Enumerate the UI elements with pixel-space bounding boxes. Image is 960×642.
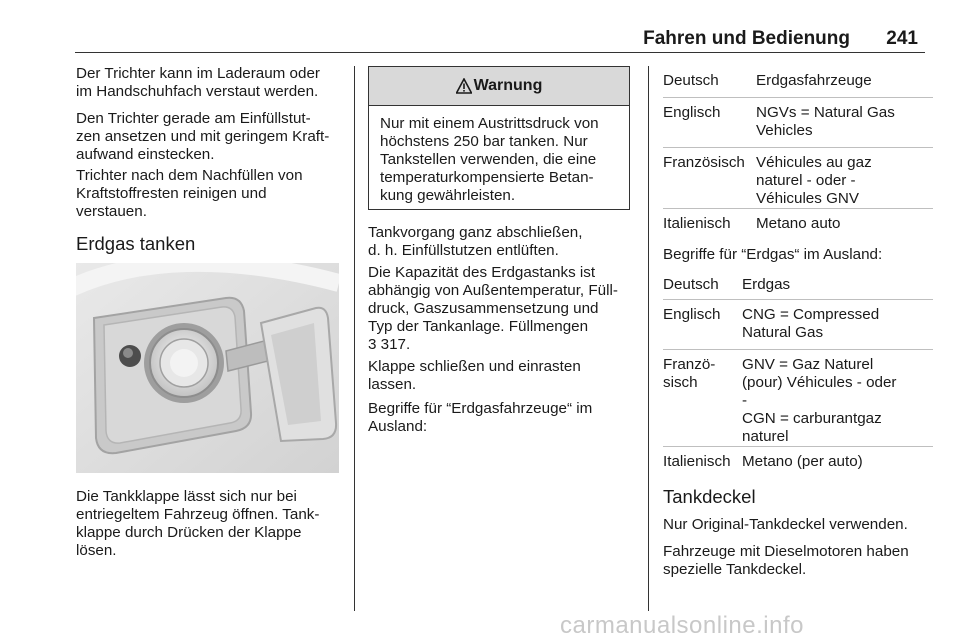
warning-title: Warnung xyxy=(473,77,543,94)
table-row xyxy=(663,447,933,477)
page-number: 241 xyxy=(886,28,918,49)
warning-text: Nur mit einem Austrittsdruck von höchstens 250 bar tanken. Nur Tankstellen verwenden, die eine temperaturkompensierte Betan- kung gewährleisten. xyxy=(380,115,599,204)
term-value: CNG = Compressed Natural Gas xyxy=(742,306,880,341)
term-language: Deutsch xyxy=(663,276,719,293)
warning-box xyxy=(368,66,630,210)
table-row xyxy=(663,148,933,209)
table-row xyxy=(663,300,933,350)
term-value: Véhicules au gaz naturel - oder - Véhicules GNV xyxy=(756,154,872,207)
term-language: Franzö- sisch xyxy=(663,356,716,391)
paragraph-fuel-flap-open: Die Tankklappe lässt sich nur bei entriegeltem Fahrzeug öffnen. Tank- klappe durch Drücken der Klappe lösen. xyxy=(76,488,320,559)
term-value: GNV = Gaz Naturel (pour) Véhicules - oder - CGN = carburantgaz naturel xyxy=(742,356,897,445)
terms-table-gas xyxy=(663,270,933,477)
term-language: Italienisch xyxy=(663,453,731,470)
term-value: NGVs = Natural Gas Vehicles xyxy=(756,104,895,139)
column-divider-2 xyxy=(648,66,649,611)
table-row xyxy=(663,66,933,98)
paragraph-complete-refuel: Tankvorgang ganz abschließen, d. h. Einfüllstutzen entlüften. xyxy=(368,224,583,259)
column-divider-1 xyxy=(354,66,355,611)
section-heading-erdgas-tanken: Erdgas tanken xyxy=(76,233,196,254)
terms-table-vehicles xyxy=(663,66,933,239)
chapter-title: Fahren und Bedienung xyxy=(643,28,850,49)
term-value: Metano (per auto) xyxy=(742,453,863,470)
section-heading-tankdeckel: Tankdeckel xyxy=(663,486,756,507)
paragraph-original-cap: Nur Original-Tankdeckel verwenden. xyxy=(663,516,908,533)
watermark-text: carmanualsonline.info xyxy=(560,612,804,639)
table-row xyxy=(663,98,933,148)
table-row xyxy=(663,209,933,239)
term-value: Metano auto xyxy=(756,215,841,232)
table-row xyxy=(663,350,933,447)
paragraph-terms-vehicles-intro: Begriffe für “Erdgasfahrzeuge“ im Ausland: xyxy=(368,400,593,435)
fuel-flap-illustration xyxy=(76,263,339,473)
paragraph-close-flap: Klappe schließen und einrasten lassen. xyxy=(368,358,581,393)
paragraph-funnel-storage: Der Trichter kann im Laderaum oder im Handschuhfach verstaut werden. xyxy=(76,65,320,100)
term-language: Englisch xyxy=(663,306,721,323)
term-language: Italienisch xyxy=(663,215,731,232)
term-value: Erdgasfahrzeuge xyxy=(756,72,872,89)
warning-header xyxy=(369,67,629,106)
term-value: Erdgas xyxy=(742,276,791,293)
term-language: Französisch xyxy=(663,154,745,171)
header-divider xyxy=(75,52,925,53)
term-language: Englisch xyxy=(663,104,721,121)
table-row xyxy=(663,270,933,300)
term-language: Deutsch xyxy=(663,72,719,89)
paragraph-terms-gas-intro: Begriffe für “Erdgas“ im Ausland: xyxy=(663,246,883,263)
paragraph-tank-capacity: Die Kapazität des Erdgastanks ist abhängig von Außentemperatur, Füll- druck, Gaszusammensetzung und Typ der Tankanlage. Füllmengen 3 317. xyxy=(368,264,618,353)
warning-triangle-icon xyxy=(456,78,472,94)
paragraph-funnel-insert: Den Trichter gerade am Einfüllstut- zen ansetzen und mit geringem Kraft- aufwand einstecken. xyxy=(76,110,330,163)
paragraph-diesel-cap: Fahrzeuge mit Dieselmotoren haben spezielle Tankdeckel. xyxy=(663,543,909,578)
paragraph-funnel-clean: Trichter nach dem Nachfüllen von Kraftstoffresten reinigen und verstauen. xyxy=(76,167,303,220)
page-header xyxy=(75,28,920,52)
